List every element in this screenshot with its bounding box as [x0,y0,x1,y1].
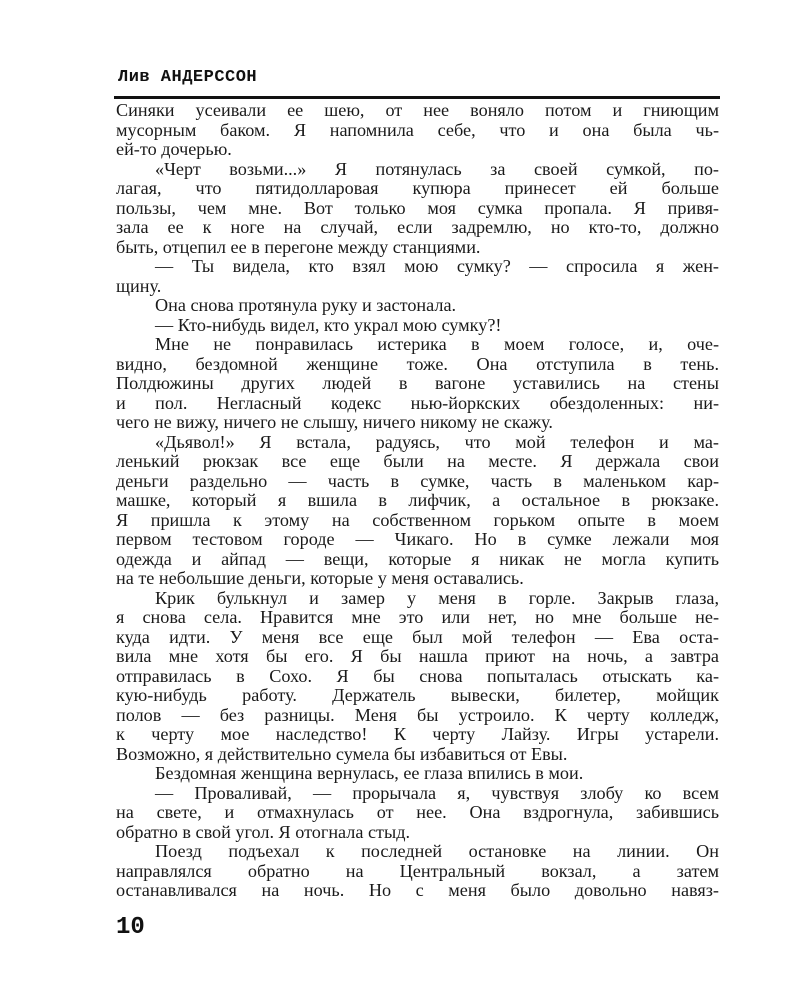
text-line: — Проваливай, — прорычала я, чувствуя злобу ко всем [155,782,719,803]
text-line: Я пришла к этому на собственном горьком опыте в моем [116,509,719,530]
text-line: ленький рюкзак все еще были на месте. Я держала свои [116,451,719,471]
text-line: отправилась в Сохо. Я бы снова попыталась отыскать ка- [116,665,719,686]
page-number: 10 [116,914,145,941]
paragraph [116,589,719,765]
text-line: — Кто-нибудь видел, кто украл мою сумку?! [155,314,502,335]
paragraph [116,335,719,433]
text-line: направлялся обратно на Центральный вокзал, а затем [116,860,719,881]
paragraph [116,296,719,316]
text-line: Бездомная женщина вернулась, ее глаза впились в мои. [155,763,584,783]
text-line: быть, отцепил ее в перегоне между станциями. [116,236,481,257]
text-line: Она снова протянула руку и застонала. [155,295,457,315]
text-line: лагая, что пятидолларовая купюра принесет ей больше [116,178,719,198]
text-line: зала ее к ноге на случай, если задремлю, но кто-то, должно [116,217,719,237]
text-line: одежда и айпад — вещи, которые я никак не могла купить [116,548,719,569]
running-header: Лив АНДЕРССОН [118,68,258,87]
text-line: Полдюжины других людей в вагоне уставились на стены [116,373,719,393]
text-line: — Ты видела, кто взял мою сумку? — спросила я жен- [155,256,719,276]
page-body-text [116,101,719,901]
text-line: ей-то дочерью. [116,139,232,159]
text-line: машке, который я вшила в лифчик, а остальное в рюкзаке. [116,490,719,510]
text-line: и пол. Негласный кодекс нью-йоркских обездоленных: ни- [116,392,719,413]
text-line: видно, бездомной женщине тоже. Она отступила в тень. [116,353,719,374]
paragraph [116,842,719,901]
paragraph [116,257,719,296]
text-line: «Черт возьми...» Я потянулась за своей сумкой, по- [155,158,719,179]
text-line: вила мне хотя бы его. Я бы нашла приют на ночь, а завтра [116,646,719,666]
text-line: щину. [116,275,162,296]
text-line: куда идти. У меня все еще был мой телефон — Ева оста- [116,626,719,647]
text-line: останавливался на ночь. Но с меня было довольно навяз- [116,880,719,900]
text-line: Крик булькнул и замер у меня в горле. Закрыв глаза, [155,587,719,608]
text-line: «Дьявол!» Я встала, радуясь, что мой телефон и ма- [155,431,719,452]
text-line: деньги раздельно — часть в сумке, часть в маленьком кар- [116,470,719,491]
paragraph [116,764,719,784]
text-line: Синяки усеивали ее шею, от нее воняло потом и гниющим [116,100,719,120]
text-line: чего не вижу, ничего не слышу, ничего никому не скажу. [116,412,553,432]
text-line: мусорным баком. Я напомнила себе, что и она была чь- [116,119,719,140]
text-line: на свете, и отмахнулась от нее. Она вздрогнула, забившись [116,802,719,822]
text-line: Мне не понравилась истерика в моем голосе, и, оче- [155,334,719,354]
text-line: пользы, чем мне. Вот только моя сумка пропала. Я привя- [116,197,719,218]
text-line: первом тестовом городе — Чикаго. Но в сумке лежали моя [116,529,719,549]
text-line: на те небольшие деньги, которые у меня оставались. [116,568,524,588]
text-line: Поезд подъехал к последней остановке на линии. Он [155,841,719,861]
text-line: полов — без разницы. Меня бы устроило. К черту колледж, [116,704,719,725]
text-line: Возможно, я действительно сумела бы избавиться от Евы. [116,743,568,764]
text-line: я снова села. Нравится мне это или нет, но мне больше не- [116,607,719,627]
paragraph [116,101,719,160]
text-line: обратно в свой угол. Я отогнала стыд. [116,821,411,842]
paragraph [116,433,719,589]
paragraph [116,316,719,336]
text-line: кую-нибудь работу. Держатель вывески, билетер, мойщик [116,685,719,705]
header-rule [114,96,720,99]
paragraph [116,784,719,843]
paragraph [116,160,719,258]
text-line: к черту мое наследство! К черту Лайзу. Игры устарели. [116,724,719,744]
